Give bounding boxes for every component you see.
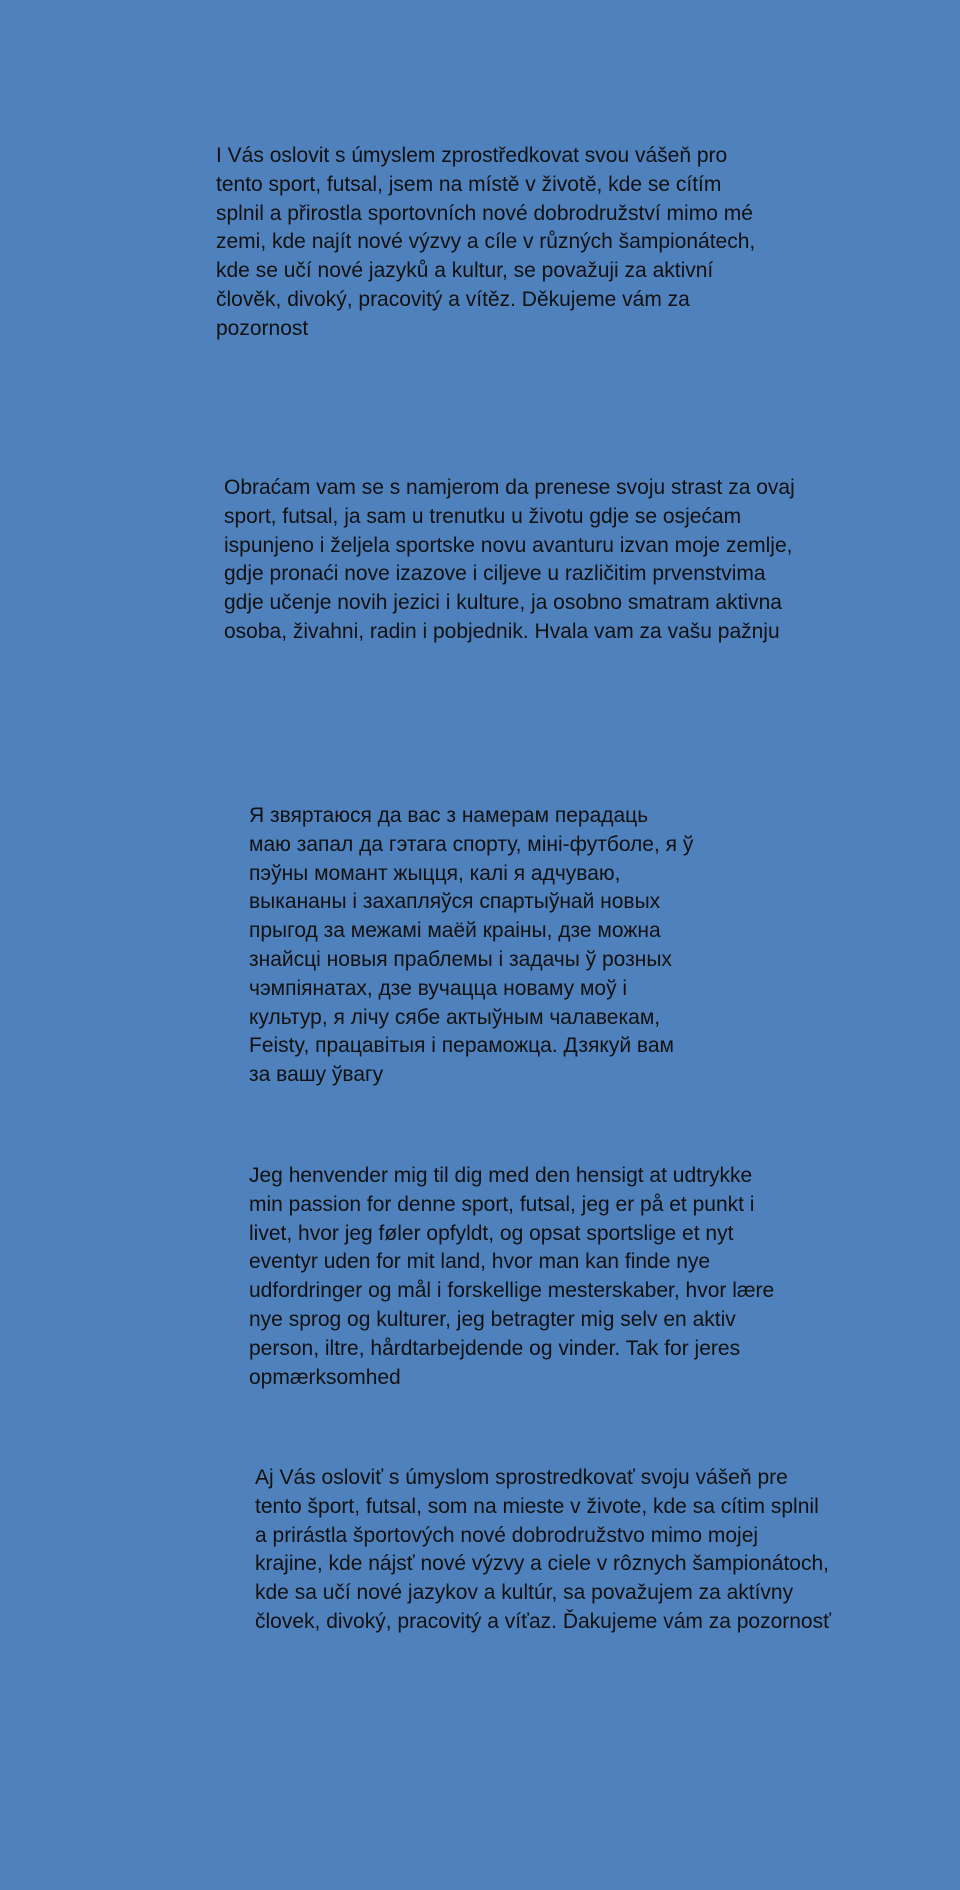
belarusian-paragraph: Я звяртаюся да вас з намерам перадаць маю запал да гэтага спорту, міні-футболе, я ў пэўны момант жыцця, калі я адчуваю, выкананы і захапляўся спартыўнай новых прыгод за межамі маёй краіны, дзе можна знайсці новыя праблемы і задачы ў розных чэмпіянатах, дзе вучацца новаму моў і культур, я лічу сябе актыўным чалавекам, Feisty, працавітыя і пераможца. Дзякуй вам за вашу ўвагу xyxy=(249,804,694,1087)
danish-paragraph: Jeg henvender mig til dig med den hensigt at udtrykke min passion for denne sport, futsal, jeg er på et punkt i livet, hvor jeg føler opfyldt, og opsat sportslige et nyt eventyr uden for mit land, hvor man kan finde nye udfordringer og mål i forskellige mesterskaber, hvor lære nye sprog og kulturer, jeg betragter mig selv en aktiv person, iltre, hårdtarbejdende og vinder. Tak for jeres opmærksomhed xyxy=(249,1164,775,1389)
slovak-paragraph: Aj Vás osloviť s úmyslom sprostredkovať svoju vášeň pre tento šport, futsal, som na mieste v živote, kde sa cítim splnil a prirástla športových nové dobrodružstvo mimo mojej krajine, kde nájsť nové výzvy a ciele v rôznych šampionátoch, kde sa učí nové jazykov a kultúr, sa považujem za aktívny človek, divoký, pracovitý a víťaz. Ďakujeme vám za pozornosť xyxy=(255,1466,831,1633)
czech-paragraph: I Vás oslovit s úmyslem zprostředkovat svou vášeň pro tento sport, futsal, jsem na místě v životě, kde se cítím splnil a přirostla sportovních nové dobrodružství mimo mé zemi, kde najít nové výzvy a cíle v různých šampionátech, kde se učí nové jazyků a kultur, se považuji za aktivní člověk, divoký, pracovitý a vítěz. Děkujeme vám za pozornost xyxy=(216,144,756,340)
croatian-paragraph: Obraćam vam se s namjerom da prenese svoju strast za ovaj sport, futsal, ja sam u trenutku u životu gdje se osjećam ispunjeno i željela sportske novu avanturu izvan moje zemlje, gdje pronaći nove izazove i ciljeve u različitim prvenstvima gdje učenje novih jezici i kulture, ja osobno smatram aktivna osoba, živahni, radin i pobjednik. Hvala vam za vašu pažnju xyxy=(224,476,795,643)
